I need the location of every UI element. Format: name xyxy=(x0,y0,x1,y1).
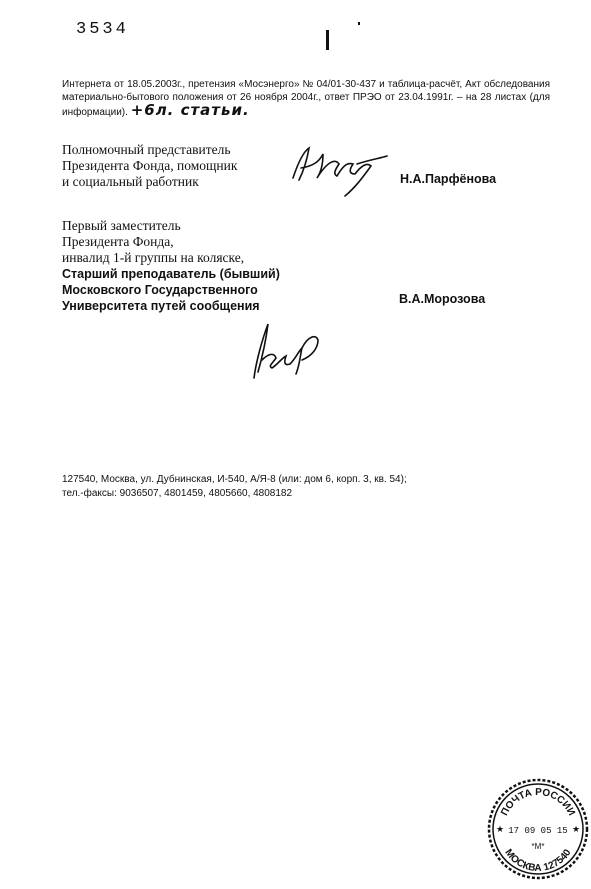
signatory2-name: В.А.Морозова xyxy=(399,292,486,306)
postmark-date: 17 09 05 15 xyxy=(508,826,568,836)
signatory1-name: Н.А.Парфёнова xyxy=(400,172,497,186)
signatory2-line: Первый заместитель xyxy=(62,218,181,233)
svg-text:МОСКВА 127540 xyxy=(502,847,573,874)
postmark-bottom-text: МОСКВА 127540 xyxy=(502,847,574,875)
signatory2-title xyxy=(62,218,322,314)
signature2 xyxy=(236,318,331,383)
phone-line: тел.-факсы: 9036507, 4801459, 4805660, 4808182 xyxy=(62,488,293,499)
signatory1-line: и социальный работник xyxy=(62,174,199,189)
margin-dot xyxy=(358,22,360,25)
handwritten-addition: +6л. статьи. xyxy=(130,101,250,119)
signatory1-line: Полномочный представитель xyxy=(62,142,231,157)
star-icon: ★ xyxy=(496,824,505,834)
signatory2-bold-line: Университета путей сообщения xyxy=(62,299,260,313)
svg-text:ПОЧТА РОССИИ xyxy=(499,787,577,818)
signature1 xyxy=(283,140,393,200)
contact-address xyxy=(62,473,407,501)
postmark-top-text: ПОЧТА РОССИИ xyxy=(499,786,577,818)
signatory2-line: Президента Фонда, xyxy=(62,234,174,249)
postmark-mark: *М* xyxy=(531,842,545,851)
page-number: 3534 xyxy=(76,20,129,39)
postmark-stamp xyxy=(486,777,590,881)
attachments-note xyxy=(62,78,550,119)
signatory2-bold-line: Московского Государственного xyxy=(62,283,258,297)
star-icon: ★ xyxy=(572,824,581,834)
signatory1-title xyxy=(62,142,302,190)
signatory2-line: инвалид 1-й группы на коляске, xyxy=(62,250,245,265)
signatory2-bold-line: Старший преподаватель (бывший) xyxy=(62,267,280,281)
signatory1-line: Президента Фонда, помощник xyxy=(62,158,238,173)
margin-mark xyxy=(326,30,329,50)
attachments-note-text: Интернета от 18.05.2003г., претензия «Мосэнерго» № 04/01-30-437 и таблица-расчёт, Акт обследования материально-бытового положения от 26 ноября 2004г., ответ ПРЭО от 23.04.1991г. – на 28 листах (для информации). xyxy=(62,79,550,118)
address-line: 127540, Москва, ул. Дубнинская, И-540, А/Я-8 (или: дом 6, корп. 3, кв. 54); xyxy=(62,474,407,485)
